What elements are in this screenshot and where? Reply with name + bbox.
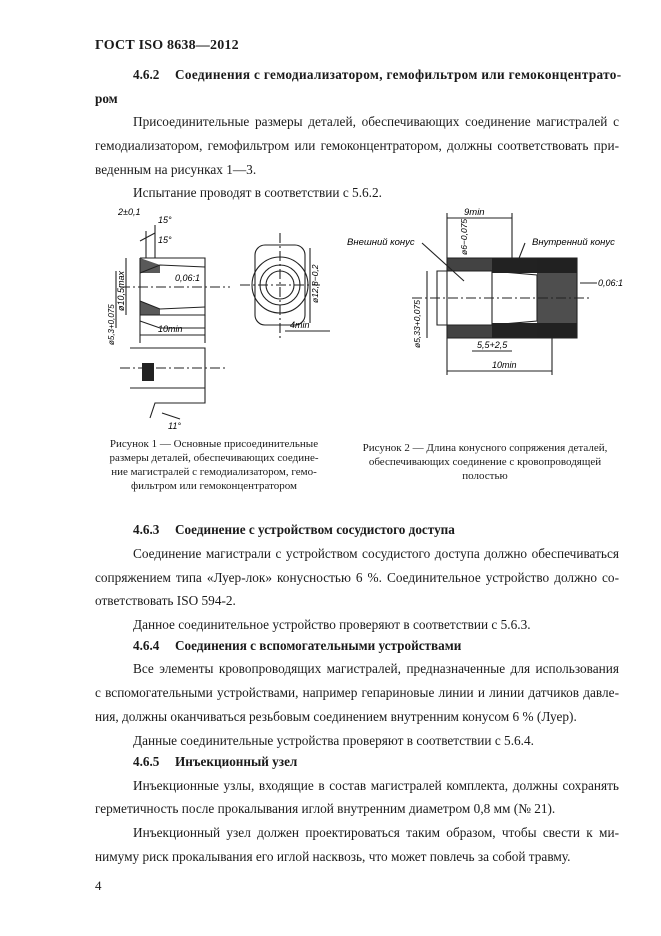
figure-2-caption: Рисунок 2 — Длина конусного сопряжения деталей, обеспечивающих соединение с кровопроводящей полостью xyxy=(362,442,608,482)
section-4-6-3-number: 4.6.3 xyxy=(133,522,160,537)
para-line: ния, должны оканчиваться резьбовым соединением внутренним конусом 6 % (Луер). xyxy=(95,709,577,724)
fig1-dim-label: 2±0,1 xyxy=(118,207,141,217)
fig2-dim-label: 0,06:1 xyxy=(598,278,624,288)
fig1-dim-label: 4min xyxy=(290,320,310,330)
para-line: Инъекционные узлы, входящие в состав магистралей комплекта, должны сохранять xyxy=(133,778,619,793)
section-4-6-3-title: Соединение с устройством сосудистого доступа xyxy=(175,522,455,537)
para-line: Испытание проводят в соответствии с 5.6.2. xyxy=(133,185,382,200)
para-line: сопряжением типа «Луер-лок» конусностью 6 %. Соединительное устройство должно со- xyxy=(95,570,619,585)
fig1-dim-label: 0,06:1 xyxy=(175,273,201,283)
para-line: Данное соединительное устройство проверяют в соответствии с 5.6.3. xyxy=(133,617,531,632)
section-4-6-5-number: 4.6.5 xyxy=(133,754,160,769)
fig2-dim-label: ø6−0,075 xyxy=(459,218,469,255)
fig2-dim-label: Внешний конус xyxy=(347,237,415,248)
section-4-6-2-number: 4.6.2 xyxy=(133,67,160,82)
fig1-dim-label: ø10,5max xyxy=(116,270,126,311)
section-4-6-5-title: Инъекционный узел xyxy=(175,754,298,769)
fig2-dim-label: Внутренний конус xyxy=(532,237,615,248)
fig1-dim-label: ø12,8−0,2 xyxy=(310,264,320,303)
para-line: гемодиализатором, гемофильтром или гемоконцентратором, должны соответствовать при- xyxy=(95,138,619,153)
para-line: Инъекционный узел должен проектироваться таким образом, чтобы свести к ми- xyxy=(133,825,619,840)
section-4-6-4-title: Соединения с вспомогательными устройствами xyxy=(175,638,462,653)
para-line: Данные соединительные устройства проверяют в соответствии с 5.6.4. xyxy=(133,733,534,748)
para-line: Соединение магистрали с устройством сосудистого доступа должно обеспечиваться xyxy=(133,546,619,561)
fig1-dim-label: ø5,3+0,075 xyxy=(107,304,116,345)
fig2-dim-label: 10min xyxy=(492,360,517,370)
fig1-dim-label: 10min xyxy=(158,324,183,334)
section-4-6-4-number: 4.6.4 xyxy=(133,638,160,653)
para-line: ответствовать ISO 594-2. xyxy=(95,593,236,608)
para-line: Присоединительные размеры деталей, обеспечивающих соединение магистралей с xyxy=(133,114,619,129)
fig2-dim-label: ø5,33+0,075 xyxy=(412,300,422,348)
para-line: герметичность после прокалывания иглой внутренним диаметром 0,8 мм (№ 21). xyxy=(95,801,556,816)
fig2-dim-label: 5,5+2,5 xyxy=(477,340,508,350)
fig1-dim-label: 15° xyxy=(158,235,172,245)
page-number: 4 xyxy=(95,878,102,893)
section-4-6-2-title-cont: ром xyxy=(95,91,118,106)
section-4-6-2-title: Соединения с гемодиализатором, гемофильтром или гемоконцентрато- xyxy=(175,67,622,82)
para-line: Все элементы кровопроводящих магистралей, предназначенные для использования xyxy=(133,661,619,676)
figure-2-drawing xyxy=(342,203,632,378)
para-line: нимуму риск прокалывания его иглой насквозь, что может повлечь за собой травму. xyxy=(95,849,571,864)
fig1-dim-label: 15° xyxy=(158,215,172,225)
fig2-dim-label: 9min xyxy=(464,207,485,218)
para-line: с вспомогательными устройствами, например гепариновые линии и линии датчиков давле- xyxy=(95,685,619,700)
figure-1-drawing xyxy=(100,203,335,433)
fig1-dim-label: 11° xyxy=(168,421,181,431)
figure-1-caption: Рисунок 1 — Основные присоединительные размеры деталей, обеспечивающих соедине- ние магистралей с гемодиализатором, гемо- фильтром или гемоконцентратором xyxy=(109,438,319,492)
document-code: ГОСТ ISO 8638—2012 xyxy=(95,38,239,53)
para-line: веденным на рисунках 1—3. xyxy=(95,162,257,177)
